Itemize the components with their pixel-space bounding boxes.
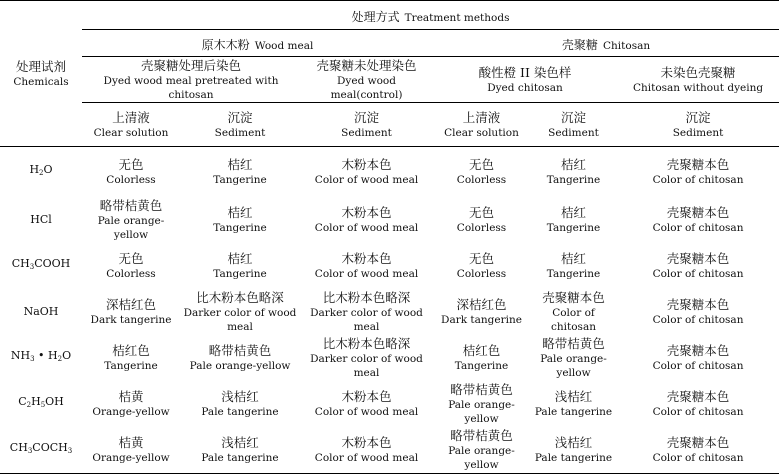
result-zh: 略带桔黄色 xyxy=(542,336,605,351)
result-cell xyxy=(617,289,779,335)
result-zh: 深桔红色 xyxy=(105,297,156,312)
subcol-en: Sediment xyxy=(214,127,266,139)
result-en: Color of chitosan xyxy=(652,174,744,187)
result-zh: 比木粉本色略深 xyxy=(322,290,411,305)
result-cell xyxy=(82,289,180,335)
result-zh: 无色 xyxy=(468,205,494,220)
result-cell xyxy=(180,335,300,381)
result-zh: 木粉本色 xyxy=(341,435,392,451)
result-cell xyxy=(433,147,530,197)
treatment-header-en: Treatment methods xyxy=(404,11,510,24)
treatment-header-zh: 处理方式 xyxy=(351,9,400,24)
result-en: Color of chitosan xyxy=(652,452,744,465)
result-cell xyxy=(617,243,779,289)
result-en: Tangerine xyxy=(213,174,267,187)
result-zh: 壳聚糖本色 xyxy=(666,389,730,404)
result-en: Tangerine xyxy=(546,174,601,187)
chemical-cell: NaOH xyxy=(23,304,59,318)
result-en: Orange-yellow xyxy=(92,406,170,418)
chitosan-header xyxy=(433,30,779,57)
result-en: Tangerine xyxy=(213,268,267,280)
subcol-header xyxy=(300,103,433,147)
result-en: Darker color of wood meal xyxy=(310,353,423,379)
result-zh: 比木粉本色略深 xyxy=(322,336,411,351)
result-zh: 略带桔黄色 xyxy=(450,428,513,444)
result-en: Darker color of wood meal xyxy=(183,307,297,333)
result-en: Tangerine xyxy=(546,268,601,280)
result-cell xyxy=(82,243,180,289)
result-zh: 无色 xyxy=(118,251,144,266)
result-en: Tangerine xyxy=(454,360,509,372)
result-cell xyxy=(82,381,180,427)
group-header xyxy=(82,57,300,103)
result-cell xyxy=(300,289,433,335)
result-zh: 桔红 xyxy=(227,157,253,173)
result-zh: 略带桔黄色 xyxy=(99,198,163,213)
result-zh: 桔黄 xyxy=(118,389,144,404)
subcol-header xyxy=(180,103,300,147)
result-en: Color of wood meal xyxy=(314,174,419,187)
result-zh: 桔红色 xyxy=(112,343,150,358)
subcol-zh: 沉淀 xyxy=(353,110,379,125)
result-en: Tangerine xyxy=(104,360,158,372)
group-header xyxy=(433,57,617,103)
subcol-header xyxy=(617,103,779,147)
result-zh: 无色 xyxy=(118,157,144,173)
result-zh: 桔红 xyxy=(227,205,253,220)
result-cell xyxy=(300,243,433,289)
result-zh: 壳聚糖本色 xyxy=(542,290,605,305)
result-en: Color of wood meal xyxy=(314,452,419,465)
subcol-en: Clear solution xyxy=(93,127,169,139)
result-en: Color of chitosan xyxy=(551,307,596,333)
result-cell xyxy=(617,335,779,381)
result-en: Color of wood meal xyxy=(314,268,419,280)
result-zh: 木粉本色 xyxy=(341,389,392,404)
chitosan-header-en: Chitosan xyxy=(603,39,651,52)
result-zh: 浅桔红 xyxy=(221,389,259,404)
result-zh: 木粉本色 xyxy=(341,251,392,266)
result-cell xyxy=(300,335,433,381)
result-cell xyxy=(180,197,300,243)
table-row xyxy=(0,147,779,197)
group-zh: 酸性橙 II 染色样 xyxy=(478,65,572,80)
group-zh: 壳聚糖处理后染色 xyxy=(140,58,241,73)
table-row xyxy=(0,243,779,289)
subcol-header xyxy=(433,103,530,147)
group-zh: 壳聚糖未处理染色 xyxy=(316,58,417,73)
result-zh: 桔红色 xyxy=(462,343,501,358)
result-en: Darker color of wood meal xyxy=(310,307,423,333)
result-zh: 壳聚糖本色 xyxy=(666,297,730,312)
result-zh: 深桔红色 xyxy=(456,297,507,312)
result-cell xyxy=(433,335,530,381)
result-en: Pale orange-yellow xyxy=(189,360,291,372)
result-cell xyxy=(530,381,617,427)
result-en: Pale tangerine xyxy=(201,406,279,418)
result-zh: 壳聚糖本色 xyxy=(666,343,730,358)
result-cell xyxy=(433,243,530,289)
subcol-header xyxy=(530,103,617,147)
result-cell xyxy=(300,147,433,197)
result-cell xyxy=(530,197,617,243)
result-cell xyxy=(530,243,617,289)
result-cell xyxy=(433,381,530,427)
result-en: Colorless xyxy=(106,268,156,280)
group-en: Dyed chitosan xyxy=(487,82,563,94)
subcol-zh: 上清液 xyxy=(462,110,501,125)
result-cell xyxy=(180,427,300,474)
result-zh: 略带桔黄色 xyxy=(450,382,513,397)
result-zh: 桔红 xyxy=(227,251,253,266)
result-zh: 桔红 xyxy=(560,251,586,266)
result-zh: 略带桔黄色 xyxy=(208,343,272,358)
result-cell xyxy=(82,427,180,474)
chemical-cell: $H_2O$ xyxy=(29,163,53,178)
group-en: Dyed wood meal pretreated with chitosan xyxy=(103,75,279,101)
result-cell xyxy=(300,197,433,243)
table-row xyxy=(0,427,779,474)
result-cell xyxy=(300,381,433,427)
subcol-zh: 上清液 xyxy=(112,110,150,125)
result-en: Colorless xyxy=(456,222,507,234)
chemicals-header-en: Chemicals xyxy=(13,76,69,88)
result-zh: 桔红 xyxy=(560,205,586,220)
result-zh: 浅桔红 xyxy=(554,389,593,404)
result-zh: 壳聚糖本色 xyxy=(666,205,730,220)
result-en: Color of wood meal xyxy=(314,222,419,234)
result-en: Orange-yellow xyxy=(92,452,170,465)
result-en: Color of chitosan xyxy=(652,268,744,280)
result-zh: 壳聚糖本色 xyxy=(666,157,730,173)
result-zh: 桔黄 xyxy=(118,435,144,451)
result-cell xyxy=(530,147,617,197)
result-en: Pale tangerine xyxy=(201,452,279,465)
result-cell xyxy=(530,289,617,335)
result-en: Color of chitosan xyxy=(652,360,744,372)
result-cell xyxy=(617,381,779,427)
result-cell xyxy=(617,197,779,243)
result-cell xyxy=(530,335,617,381)
group-en: Chitosan without dyeing xyxy=(632,82,764,94)
result-en: Colorless xyxy=(106,174,156,187)
result-cell xyxy=(433,197,530,243)
subcol-zh: 沉淀 xyxy=(685,110,711,125)
chemical-cell: $CH_3COCH_3$ xyxy=(9,441,73,456)
result-en: Pale tangerine xyxy=(534,406,613,418)
result-zh: 无色 xyxy=(468,157,494,173)
result-cell xyxy=(82,147,180,197)
result-en: Tangerine xyxy=(213,222,267,234)
result-en: Colorless xyxy=(456,268,507,280)
chemicals-header xyxy=(0,1,82,147)
result-zh: 比木粉本色略深 xyxy=(196,290,284,305)
subcol-header xyxy=(82,103,180,147)
treatment-header xyxy=(82,1,779,30)
table-row xyxy=(0,335,779,381)
wood-meal-header-en: Wood meal xyxy=(254,39,314,52)
result-en: Pale orange-yellow xyxy=(448,445,515,472)
result-en: Pale orange-yellow xyxy=(540,353,607,379)
chemicals-header-zh: 处理试剂 xyxy=(15,59,66,74)
result-cell xyxy=(433,289,530,335)
chemical-cell: $CH_3COOH$ xyxy=(11,257,71,271)
result-en: Dark tangerine xyxy=(90,314,172,326)
result-zh: 木粉本色 xyxy=(341,205,392,220)
table-row xyxy=(0,197,779,243)
result-cell xyxy=(433,427,530,474)
group-en: Dyed wood meal(control) xyxy=(330,75,403,101)
subcol-zh: 沉淀 xyxy=(227,110,253,125)
result-cell xyxy=(82,335,180,381)
result-en: Tangerine xyxy=(546,222,601,234)
result-en: Color of chitosan xyxy=(652,314,744,326)
group-header xyxy=(617,57,779,103)
result-en: Pale orange-yellow xyxy=(448,399,515,425)
result-en: Color of chitosan xyxy=(652,222,744,234)
result-en: Pale orange-yellow xyxy=(97,215,165,241)
result-zh: 壳聚糖本色 xyxy=(666,251,730,266)
chemical-cell: $NH_3$ • $H_2O$ xyxy=(10,349,72,363)
result-zh: 浅桔红 xyxy=(221,435,259,451)
subcol-en: Clear solution xyxy=(444,127,519,139)
result-en: Color of wood meal xyxy=(314,406,419,418)
subcol-zh: 沉淀 xyxy=(560,110,586,125)
result-cell xyxy=(180,381,300,427)
result-en: Pale tangerine xyxy=(534,452,613,465)
wood-meal-header xyxy=(82,30,433,57)
subcol-en: Sediment xyxy=(672,127,724,139)
result-zh: 壳聚糖本色 xyxy=(666,435,730,451)
group-header xyxy=(300,57,433,103)
result-zh: 无色 xyxy=(468,251,494,266)
result-cell xyxy=(617,147,779,197)
result-cell xyxy=(180,289,300,335)
result-zh: 木粉本色 xyxy=(341,157,392,173)
result-cell xyxy=(617,427,779,474)
result-en: Colorless xyxy=(456,174,507,187)
result-cell xyxy=(530,427,617,474)
result-en: Color of chitosan xyxy=(652,406,744,418)
chemical-cell: HCl xyxy=(30,212,52,226)
wood-meal-header-zh: 原木木粉 xyxy=(201,37,250,52)
group-zh: 未染色壳聚糖 xyxy=(660,65,736,80)
chitosan-header-zh: 壳聚糖 xyxy=(561,37,598,52)
subcol-en: Sediment xyxy=(548,127,599,139)
table-body xyxy=(0,147,779,474)
table-row xyxy=(0,289,779,335)
result-zh: 浅桔红 xyxy=(554,435,593,451)
chemical-cell: $C_2H_5OH$ xyxy=(18,395,64,409)
table-row xyxy=(0,381,779,427)
result-cell xyxy=(180,147,300,197)
result-zh: 桔红 xyxy=(560,157,586,173)
subcol-en: Sediment xyxy=(341,127,392,139)
result-cell xyxy=(300,427,433,474)
result-en: Dark tangerine xyxy=(441,314,522,326)
result-cell xyxy=(82,197,180,243)
result-cell xyxy=(180,243,300,289)
